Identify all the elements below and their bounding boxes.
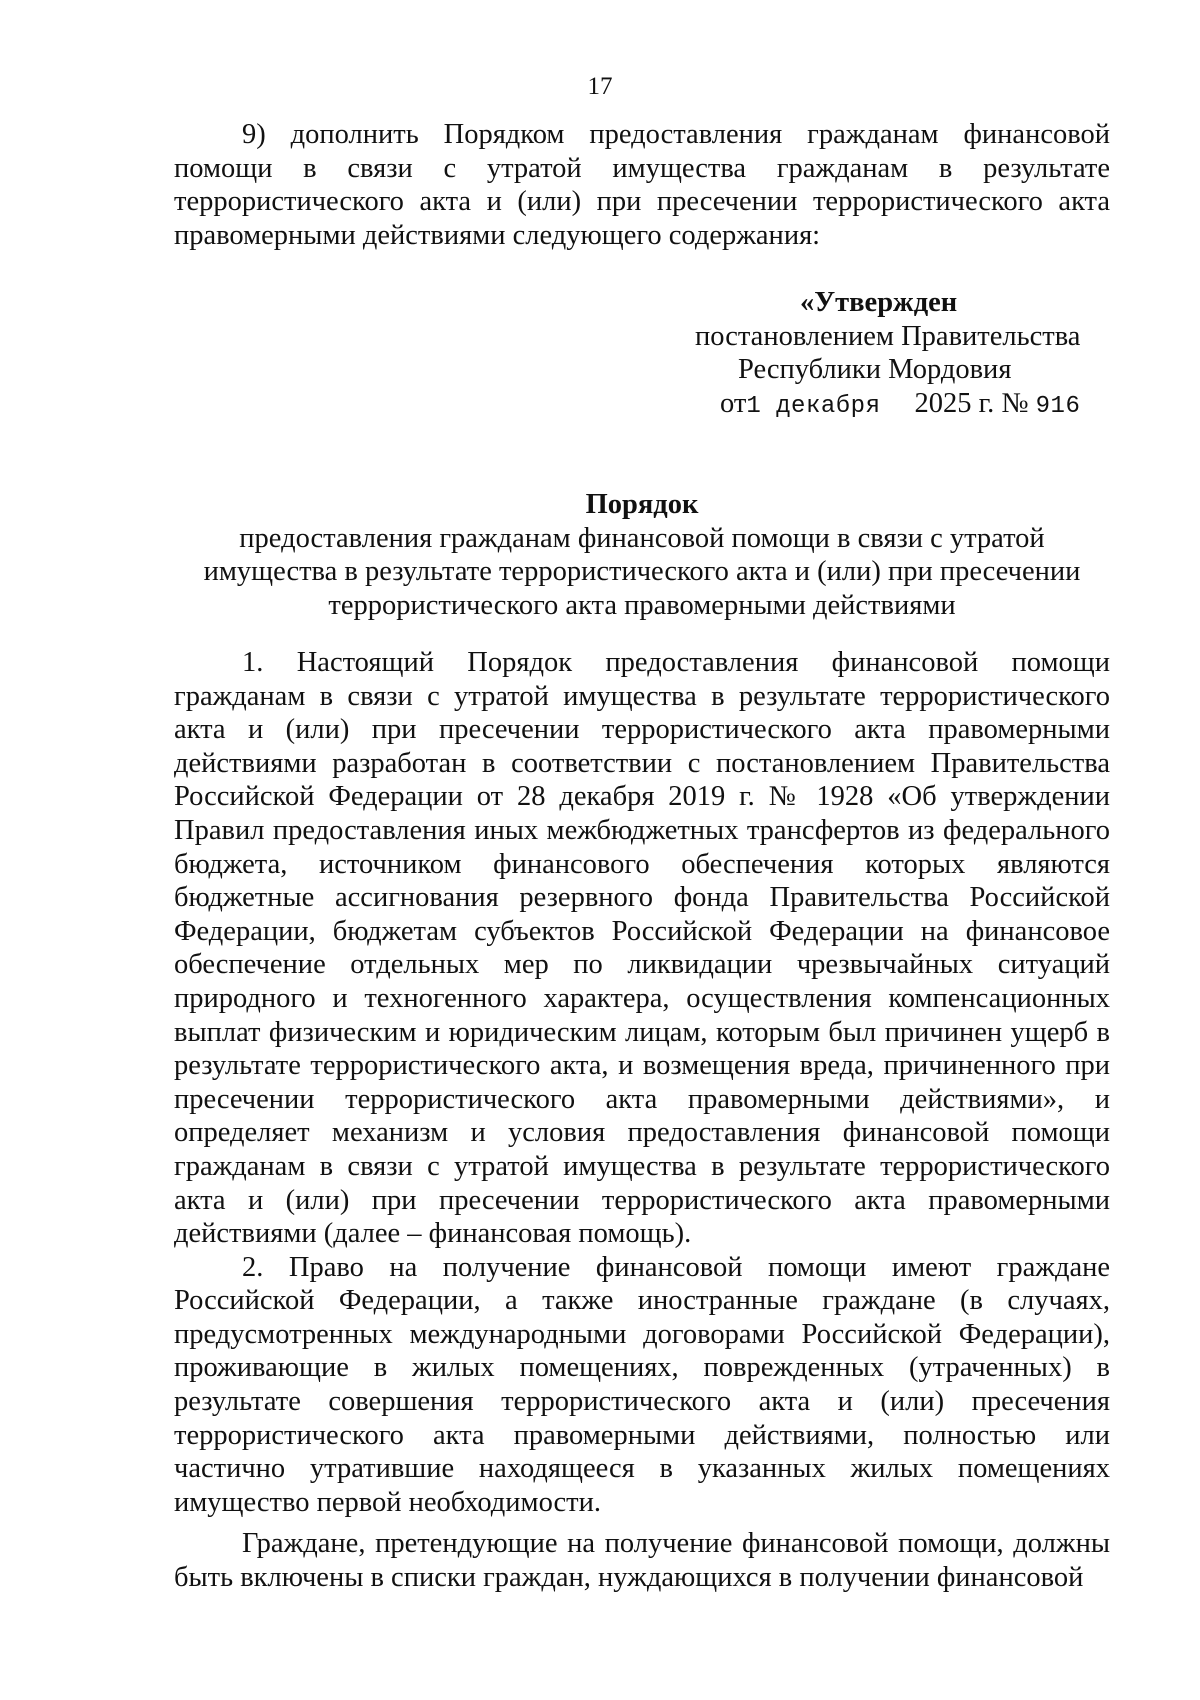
document-title-block bbox=[174, 488, 1110, 622]
approval-date-prefix: от bbox=[720, 387, 747, 419]
page-number: 17 bbox=[587, 73, 613, 100]
paragraph-2: 2. Право на получение финансовой помощи имеют граждане Российской Федерации, а также иностранные граждане (в случаях, предусмотренных международными договорами Российской Федерации), проживающие в жилых помещениях, поврежденных (утраченных) в результате совершения террористического акта и (или) пресечения террористического акта правомерными действиями, полностью или частично утратившие находящееся в указанных жилых помещениях имущество первой необходимости. bbox=[174, 1251, 1110, 1518]
document-body bbox=[174, 646, 1110, 1595]
amendment-paragraph: 9) дополнить Порядком предоставления гражданам финансовой помощи в связи с утратой имущества гражданам в результате террористического акта и (или) при пресечении террористического акта правомерными действиями следующего содержания: bbox=[174, 119, 1110, 251]
approval-number-value: 916 bbox=[1035, 392, 1081, 420]
approval-region-line: Республики Мордовия bbox=[738, 354, 1012, 386]
document-subtitle: предоставления гражданам финансовой помощи в связи с утратой имущества в результате террористического акта и (или) при пресечении террористического акта правомерными действиями bbox=[203, 522, 1081, 621]
approval-date-value: 1 декабря bbox=[746, 392, 881, 420]
approval-date-line bbox=[640, 387, 1110, 424]
approval-issuer-line: постановлением Правительства bbox=[695, 320, 1081, 352]
approval-heading: «Утвержден bbox=[800, 287, 958, 318]
document-title: Порядок bbox=[585, 489, 699, 520]
approval-year-text: 2025 г. № bbox=[914, 387, 1029, 419]
approval-stamp-block bbox=[640, 286, 1110, 423]
paragraph-1: 1. Настоящий Порядок предоставления финансовой помощи гражданам в связи с утратой имущества в результате террористического акта и (или) при пресечении террористического акта правомерными действиями разработан в соответствии с постановлением Правительства Российской Федерации от 28 декабря 2019 г. № 1928 «Об утверждении Правил предоставления иных межбюджетных трансфертов из федерального бюджета, источником финансового обеспечения которых являются бюджетные ассигнования резервного фонда Правительства Российской Федерации, бюджетам субъектов Российской Федерации на финансовое обеспечение отдельных мер по ликвидации чрезвычайных ситуаций природного и техногенного характера, осуществления компенсационных выплат физическим и юридическим лицам, которым был причинен ущерб в результате террористического акта, и возмещения вреда, причиненного при пресечении террористического акта правомерными действиями», и определяет механизм и условия предоставления финансовой помощи гражданам в связи с утратой имущества в результате террористического акта и (или) при пресечении террористического акта правомерными действиями (далее – финансовая помощь). bbox=[174, 647, 1110, 1250]
paragraph-3: Граждане, претендующие на получение финансовой помощи, должны быть включены в списки граждан, нуждающихся в получении финансовой bbox=[174, 1528, 1110, 1594]
